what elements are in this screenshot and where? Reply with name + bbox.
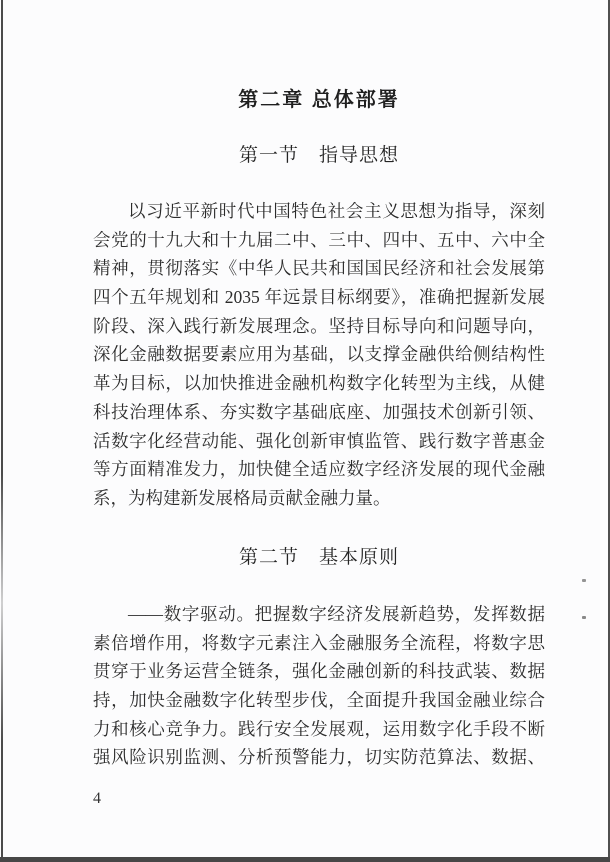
paragraph-guiding-thought bbox=[93, 197, 545, 513]
paragraph-line: 活数字化经营动能、强化创新审慎监管、践行数字普惠金 bbox=[93, 430, 545, 451]
paragraph-line: 四个五年规划和 2035 年远景目标纲要》，准确把握新发展 bbox=[93, 287, 545, 308]
text-column bbox=[93, 0, 545, 862]
paragraph-line: ——数字驱动。把握数字经济发展新趋势，发挥数据 bbox=[128, 604, 545, 624]
paragraph-line: 贯穿于业务运营全链条，强化金融创新的科技武装、数据 bbox=[93, 661, 545, 682]
paragraph-basic-principles bbox=[93, 600, 545, 772]
paragraph-line: 持，加快金融数字化转型步伐，全面提升我国金融业综合 bbox=[93, 690, 545, 711]
paragraph-line: 深化金融数据要素应用为基础，以支撑金融供给侧结构性 bbox=[93, 344, 545, 365]
paragraph-line: 精神，贯彻落实《中华人民共和国国民经济和社会发展第 bbox=[93, 258, 545, 279]
paragraph-line: 会党的十九大和十九届二中、三中、四中、五中、六中全 bbox=[93, 229, 545, 250]
chapter-title: 第二章 总体部署 bbox=[238, 89, 400, 111]
section-heading-2: 第二节 基本原则 bbox=[238, 547, 399, 568]
paragraph-line: 革为目标，以加快推进金融机构数字化转型为主线，从健 bbox=[93, 373, 545, 394]
paragraph-line: 科技治理体系、夯实数字基础底座、加强技术创新引领、 bbox=[93, 401, 545, 422]
scan-edge-left-line bbox=[1, 0, 3, 862]
paragraph-line: 阶段、深入践行新发展理念。坚持目标导向和问题导向， bbox=[93, 315, 545, 336]
scan-speck bbox=[582, 616, 586, 619]
paragraph-line: 等方面精准发力，加快健全适应数字经济发展的现代金融 bbox=[93, 459, 545, 480]
paragraph-line: 力和核心竞争力。践行安全发展观，运用数字化手段不断 bbox=[93, 718, 545, 739]
page-number: 4 bbox=[93, 790, 101, 807]
paragraph-line: 系，为构建新发展格局贡献金融力量。 bbox=[93, 487, 391, 508]
section-heading-1: 第一节 指导思想 bbox=[238, 145, 399, 166]
paragraph-line: 强风险识别监测、分析预警能力，切实防范算法、数据、 bbox=[93, 747, 545, 768]
scan-speck bbox=[582, 579, 586, 582]
paragraph-line: 以习近平新时代中国特色社会主义思想为指导，深刻 bbox=[128, 201, 545, 221]
paragraph-line: 素倍增作用，将数字元素注入金融服务全流程，将数字思 bbox=[93, 632, 545, 653]
